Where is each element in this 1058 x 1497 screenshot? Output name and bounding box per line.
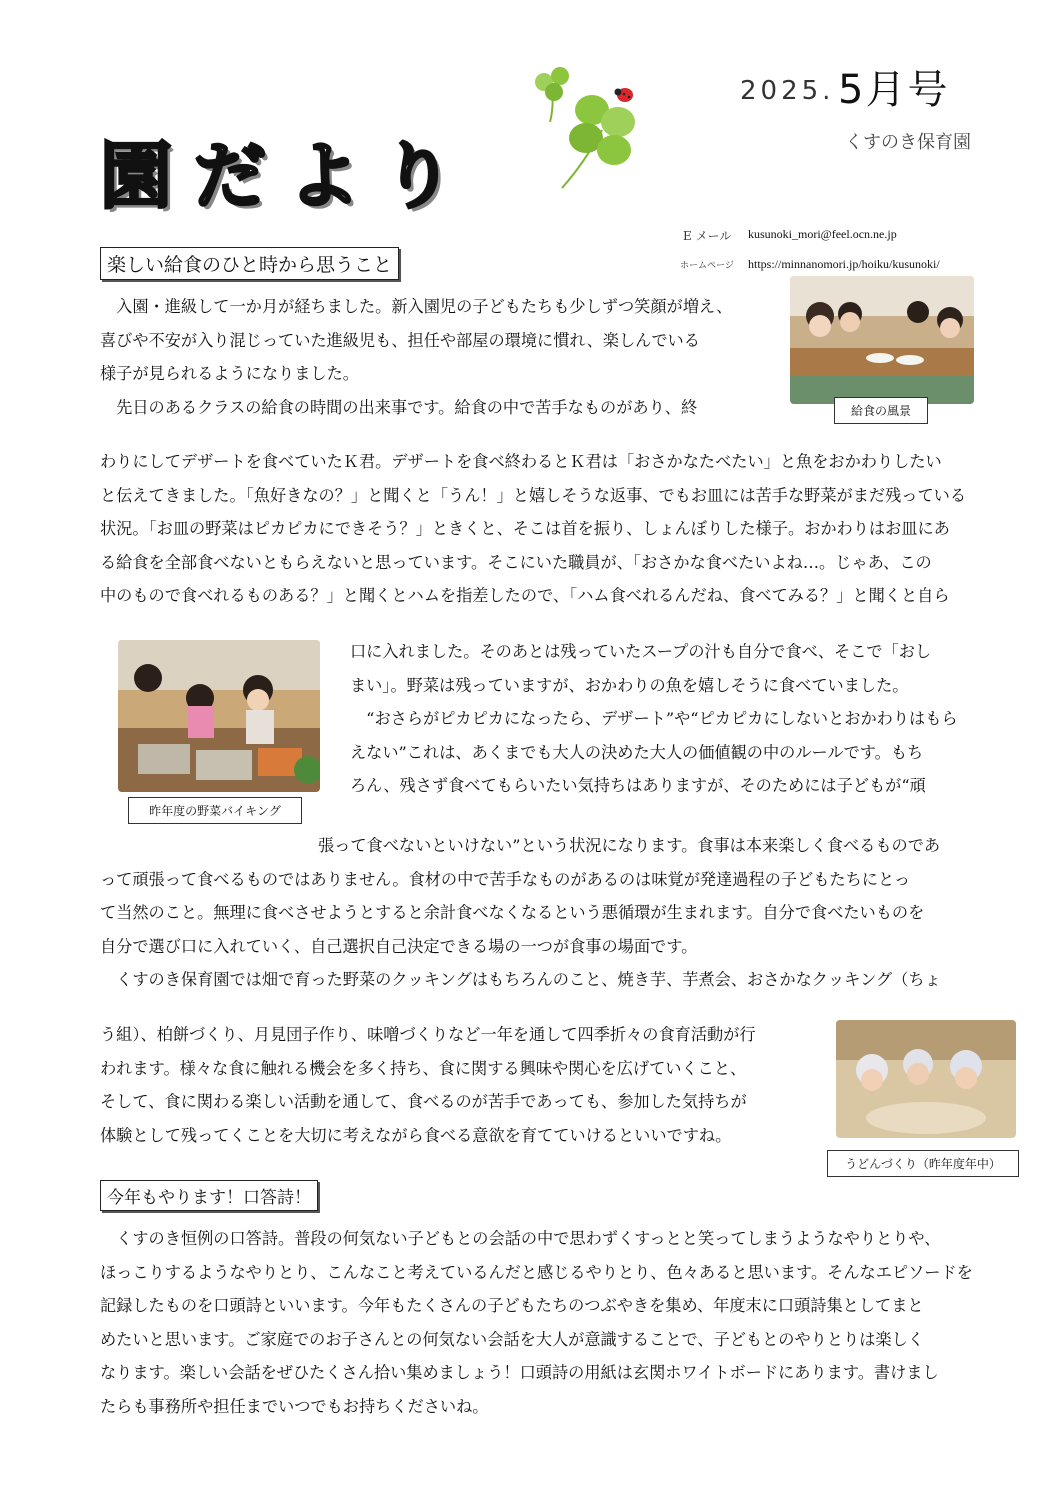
homepage-url[interactable]: https://minnanomori.jp/hoiku/kusunoki/ <box>748 257 940 271</box>
udon-making-caption: うどんづくり（昨年度年中） <box>827 1150 1019 1177</box>
text-line: まい」。野菜は残っていますが、おかわりの魚を嬉しそうに食べていました。 <box>350 675 909 695</box>
text-line: 自分で選び口に入れていく、自己選択自己決定できる場の一つが食事の場面です。 <box>100 936 698 956</box>
section2-paragraph <box>100 1222 980 1423</box>
ladybug-icon <box>615 88 634 102</box>
text-line: くすのき保育園では畑で育った野菜のクッキングはもちろんのこと、焼き芋、芋煮会、おさかなクッキング（ちょ <box>100 970 941 989</box>
text-line: そして、食に関わる楽しい活動を通して、食べるのが苦手であっても、参加した気持ちが <box>100 1092 747 1111</box>
small-clover-icon <box>535 67 569 122</box>
text-line: 記録したものを口頭詩といいます。今年もたくさんの子どもたちのつぶやきを集め、年度末に口頭詩集としてまと <box>100 1296 924 1315</box>
section1-paragraph-2 <box>100 445 980 613</box>
text-line: ろん、残さず食べてもらいたい気持ちはありますが、そのためには子どもが“頑 <box>350 776 926 795</box>
text-line: 中のもので食べれるものある？」と聞くとハムを指差したので、「ハム食べれるんだね、食べてみる？」と聞くと自ら <box>100 586 950 605</box>
section1-paragraph-1 <box>100 290 780 424</box>
vegetable-buffet-image <box>118 640 320 792</box>
text-line: る給食を全部食べないともらえないと思っています。そこにいた職員が、「おさかな食べたいよね…。じゃあ、この <box>100 552 932 572</box>
text-line: て当然のこと。無理に食べさせようとすると余計食べなくなるという悪循環が生まれます。自分で食べたいものを <box>100 903 925 922</box>
text-line: なります。楽しい会話をぜひたくさん拾い集めましょう！口頭詩の用紙は玄関ホワイトボードにあります。書けまし <box>100 1363 939 1382</box>
section1-paragraph-3 <box>350 635 980 803</box>
text-line: 先日のあるクラスの給食の時間の出来事です。給食の中で苦手なものがあり、終 <box>100 397 698 417</box>
vegetable-buffet-caption: 昨年度の野菜バイキング <box>128 797 302 824</box>
text-line: って頑張って食べるものではありません。食材の中で苦手なものがあるのは味覚が発達過程の子どもたちにとっ <box>100 869 911 889</box>
homepage-label: ホームページ <box>680 261 734 271</box>
large-clover-icon <box>562 95 635 188</box>
text-line: “おさらがピカピカになったら、デザート”や“ピカピカにしないとおかわりはもら <box>350 709 958 728</box>
text-line: わりにしてデザートを食べていたＫ君。デザートを食べ終わるとＫ君は「おさかなたべたい」と魚をおかわりしたい <box>100 452 942 471</box>
clover-illustration <box>530 62 650 192</box>
issue-year: 2025. <box>740 76 835 106</box>
text-line: めたいと思います。ご家庭でのお子さんとの何気ない会話を大人が意識することで、子どもとのやりとりは楽しく <box>100 1329 924 1349</box>
text-line: 口に入れました。そのあとは残っていたスープの汁も自分で食べ、そこで「おし <box>350 642 932 661</box>
text-line: たらも事務所や担任までいつでもお持ちくださいね。 <box>100 1396 489 1416</box>
text-line: 様子が見られるようになりました。 <box>100 364 359 383</box>
text-line: 体験として残ってくことを大切に考えながら食べる意欲を育てていけるといいですね。 <box>100 1125 732 1145</box>
section1-paragraph-4 <box>100 829 980 997</box>
section-heading-poems: 今年もやります！口答詩！ <box>100 1180 318 1211</box>
vegetable-buffet-photo <box>118 640 320 792</box>
section-heading-lunch: 楽しい給食のひと時から思うこと <box>100 247 399 280</box>
text-line: くすのき恒例の口答詩。普段の何気ない子どもとの会話の中で思わずくすっとと笑ってしまうようなやりとりや、 <box>100 1229 941 1248</box>
text-line: 状況。「お皿の野菜はピカピカにできそう？」ときくと、そこは首を振り、しょんぼりした様子。おかわりはお皿にあ <box>100 519 950 538</box>
issue-month: 5月号 <box>838 67 950 113</box>
udon-making-image <box>836 1020 1016 1138</box>
newsletter-title: 園だより <box>100 134 477 218</box>
text-line: 喜びや不安が入り混じっていた進級児も、担任や部屋の環境に慣れ、楽しんでいる <box>100 330 700 350</box>
lunch-photo-image <box>790 276 974 404</box>
text-line: 入園・進級して一か月が経ちました。新入園児の子どもたちも少しずつ笑顔が増え、 <box>100 297 733 316</box>
text-line: う組）、柏餅づくり、月見団子作り、味噌づくりなど一年を通して四季折々の食育活動が行 <box>100 1025 756 1044</box>
text-line: えない”これは、あくまでも大人の決めた大人の価値観の中のルールです。もち <box>350 742 924 762</box>
lunch-photo-caption: 給食の風景 <box>834 397 928 424</box>
lunch-photo <box>790 276 974 404</box>
email-label: E メール <box>683 229 732 243</box>
text-line: と伝えてきました。「魚好きなの？」と聞くと「うん！」と嬉しそうな返事、でもお皿には苦手な野菜がまだ残っている <box>100 485 967 505</box>
text-line: われます。様々な食に触れる機会を多く持ち、食に関する興味や関心を広げていくこと、 <box>100 1058 747 1078</box>
email-address[interactable]: kusunoki_mori@feel.ocn.ne.jp <box>748 227 897 241</box>
section1-paragraph-5 <box>100 1018 820 1152</box>
school-name: くすのき保育園 <box>845 132 971 153</box>
udon-making-photo <box>836 1020 1016 1138</box>
text-line: 張って食べないといけない”という状況になります。食事は本来楽しく食べるものであ <box>318 836 941 855</box>
text-line: ほっこりするようなやりとり、こんなこと考えているんだと感じるやりとり、色々あると思います。そんなエピソードを <box>100 1262 973 1282</box>
